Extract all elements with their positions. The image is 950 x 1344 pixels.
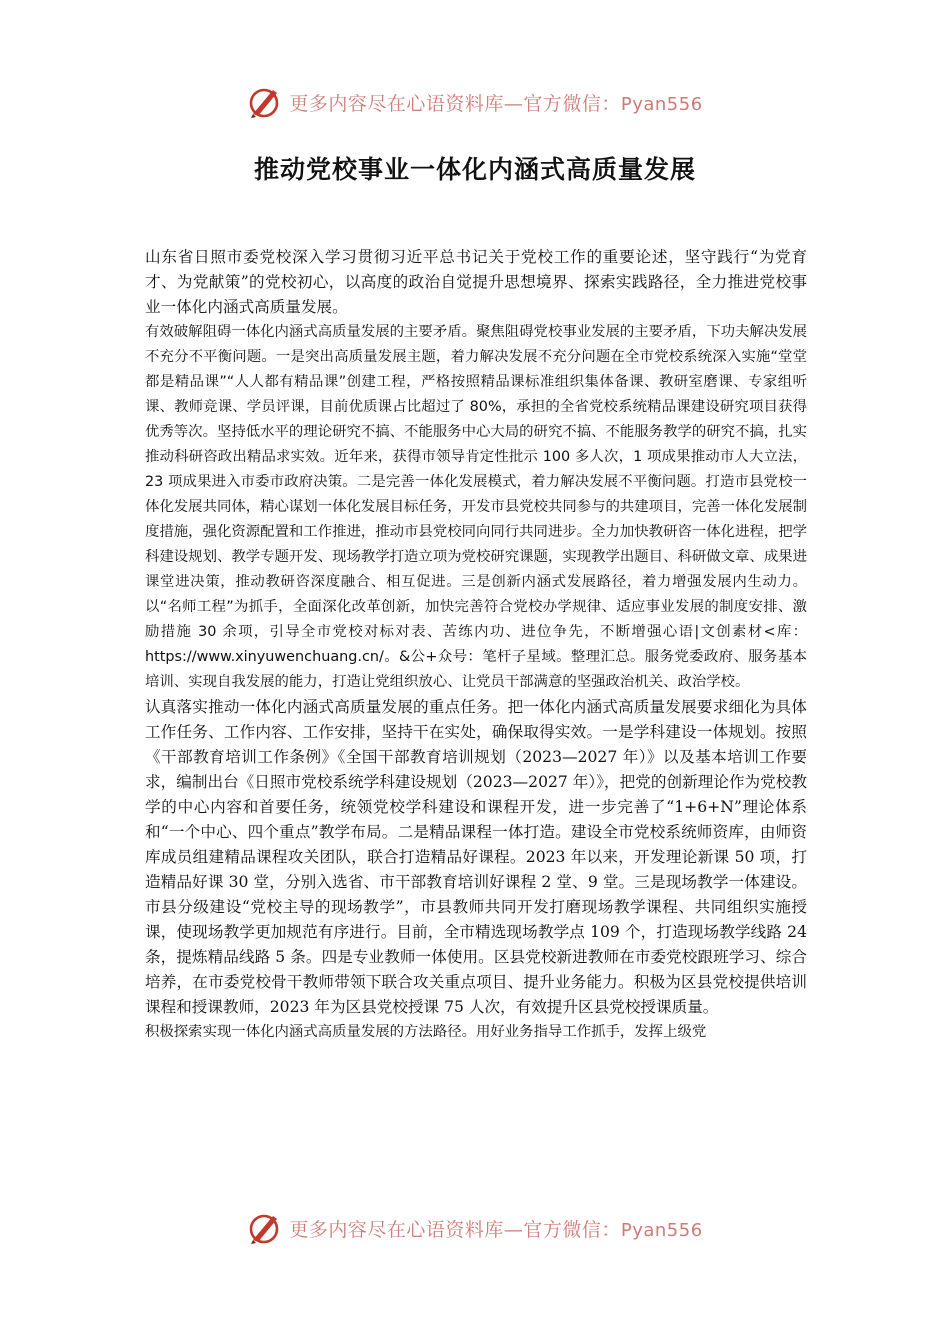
footer-banner-text: 更多内容尽在心语资料库—官方微信：Pyan556 bbox=[289, 1218, 703, 1241]
header-banner bbox=[0, 82, 950, 122]
paragraph-intro: 山东省日照市委党校深入学习贯彻习近平总书记关于党校工作的重要论述，坚守践行“为党育才、为党献策”的党校初心，以高度的政治自觉提升思想境界、探索实践路径，全力推进党校事业一体化内涵式高质量发展。 bbox=[145, 248, 807, 316]
wechat-handle: Pyan556 bbox=[620, 93, 703, 115]
document-body bbox=[145, 245, 807, 1045]
pen-logo-icon bbox=[247, 1210, 283, 1246]
pen-logo-icon bbox=[247, 84, 283, 120]
document-title: 推动党校事业一体化内涵式高质量发展 bbox=[253, 155, 696, 184]
footer-banner bbox=[0, 1208, 950, 1248]
paragraph-section-2: 认真落实推动一体化内涵式高质量发展的重点任务。把一体化内涵式高质量发展要求细化为具体工作任务、工作内容、工作安排，坚持干在实处，确保取得实效。一是学科建设一体规划。按照《干部教育培训工作条例》《全国干部教育培训规划（2023—2027 年）》以及基本培训工作要求，编制出台《日照市党校系统学科建设规划（2023—2027 年）》，把党的创新理论作为党校教学的中心内容和首要任务，统领党校学科建设和课程开发，进一步完善了“1+6+N”理论体系和“一个中心、四个重点”教学布局。二是精品课程一体打造。建设全市党校系统师资库，由师资库成员组建精品课程攻关团队，联合打造精品好课程。2023 年以来，开发理论新课 50 项，打造精品好课 30 堂，分别入选省、市干部教育培训好课程 2 堂、9 堂。三是现场教学一体建设。市县分级建设“党校主导的现场教学”，市县教师共同开发打磨现场教学课程、共同组织实施授课，使现场教学更加规范有序进行。目前，全市精选现场教学点 109 个，打造现场教学线路 24 条，提炼精品线路 5 条。四是专业教师一体使用。区县党校新进教师在市委党校跟班学习、综合培养，在市委党校骨干教师带领下联合攻关重点项目、提升业务能力。积极为区县党校提供培训课程和授课教师，2023 年为区县党校授课 75 人次，有效提升区县党校授课质量。 bbox=[145, 698, 807, 1016]
paragraph-section-1: 有效破解阻碍一体化内涵式高质量发展的主要矛盾。聚焦阻碍党校事业发展的主要矛盾，下功夫解决发展不充分不平衡问题。一是突出高质量发展主题，着力解决发展不充分问题在全市党校系统深入实施“堂堂都是精品课”“人人都有精品课”创建工程，严格按照精品课标准组织集体备课、教研室磨课、专家组听课、教师竞课、学员评课，目前优质课占比超过了 80%，承担的全省党校系统精品课建设研究项目获得优秀等次。坚持低水平的理论研究不搞、不能服务中心大局的研究不搞、不能服务教学的研究不搞，扎实推动科研咨政出精品求实效。近年来，获得市领导肯定性批示 100 多人次，1 项成果推动市人大立法，23 项成果进入市委市政府决策。二是完善一体化发展模式，着力解决发展不平衡问题。打造市县党校一体化发展共同体，精心谋划一体化发展目标任务，开发市县党校共同参与的共建项目，完善一体化发展制度措施，强化资源配置和工作推进，推动市县党校同向同行共同进步。全力加快教研咨一体化进程，把学科建设规划、教学专题开发、现场教学打造立项为党校研究课题，实现教学出题目、科研做文章、成果进课堂进决策，推动教研咨深度融合、相互促进。三是创新内涵式发展路径，着力增强发展内生动力。以“名师工程”为抓手，全面深化改革创新，加快完善符合党校办学规律、适应事业发展的制度安排、激励措施 30 余项，引导全市党校对标对表、苦练内功、进位争先，不断增强心语|文创素材<库：https://www.xinyuwenchuang.cn/。&公+众号：笔杆子星域。整理汇总。服务党委政府、服务基本培训、实现自我发展的能力，打造让党组织放心、让党员干部满意的坚强政治机关、政治学校。 bbox=[145, 324, 807, 690]
paragraph-section-3: 积极探索实现一体化内涵式高质量发展的方法路径。用好业务指导工作抓手，发挥上级党 bbox=[145, 1024, 707, 1040]
header-banner-text: 更多内容尽在心语资料库—官方微信：Pyan556 bbox=[289, 92, 703, 115]
wechat-handle: Pyan556 bbox=[620, 1219, 703, 1241]
